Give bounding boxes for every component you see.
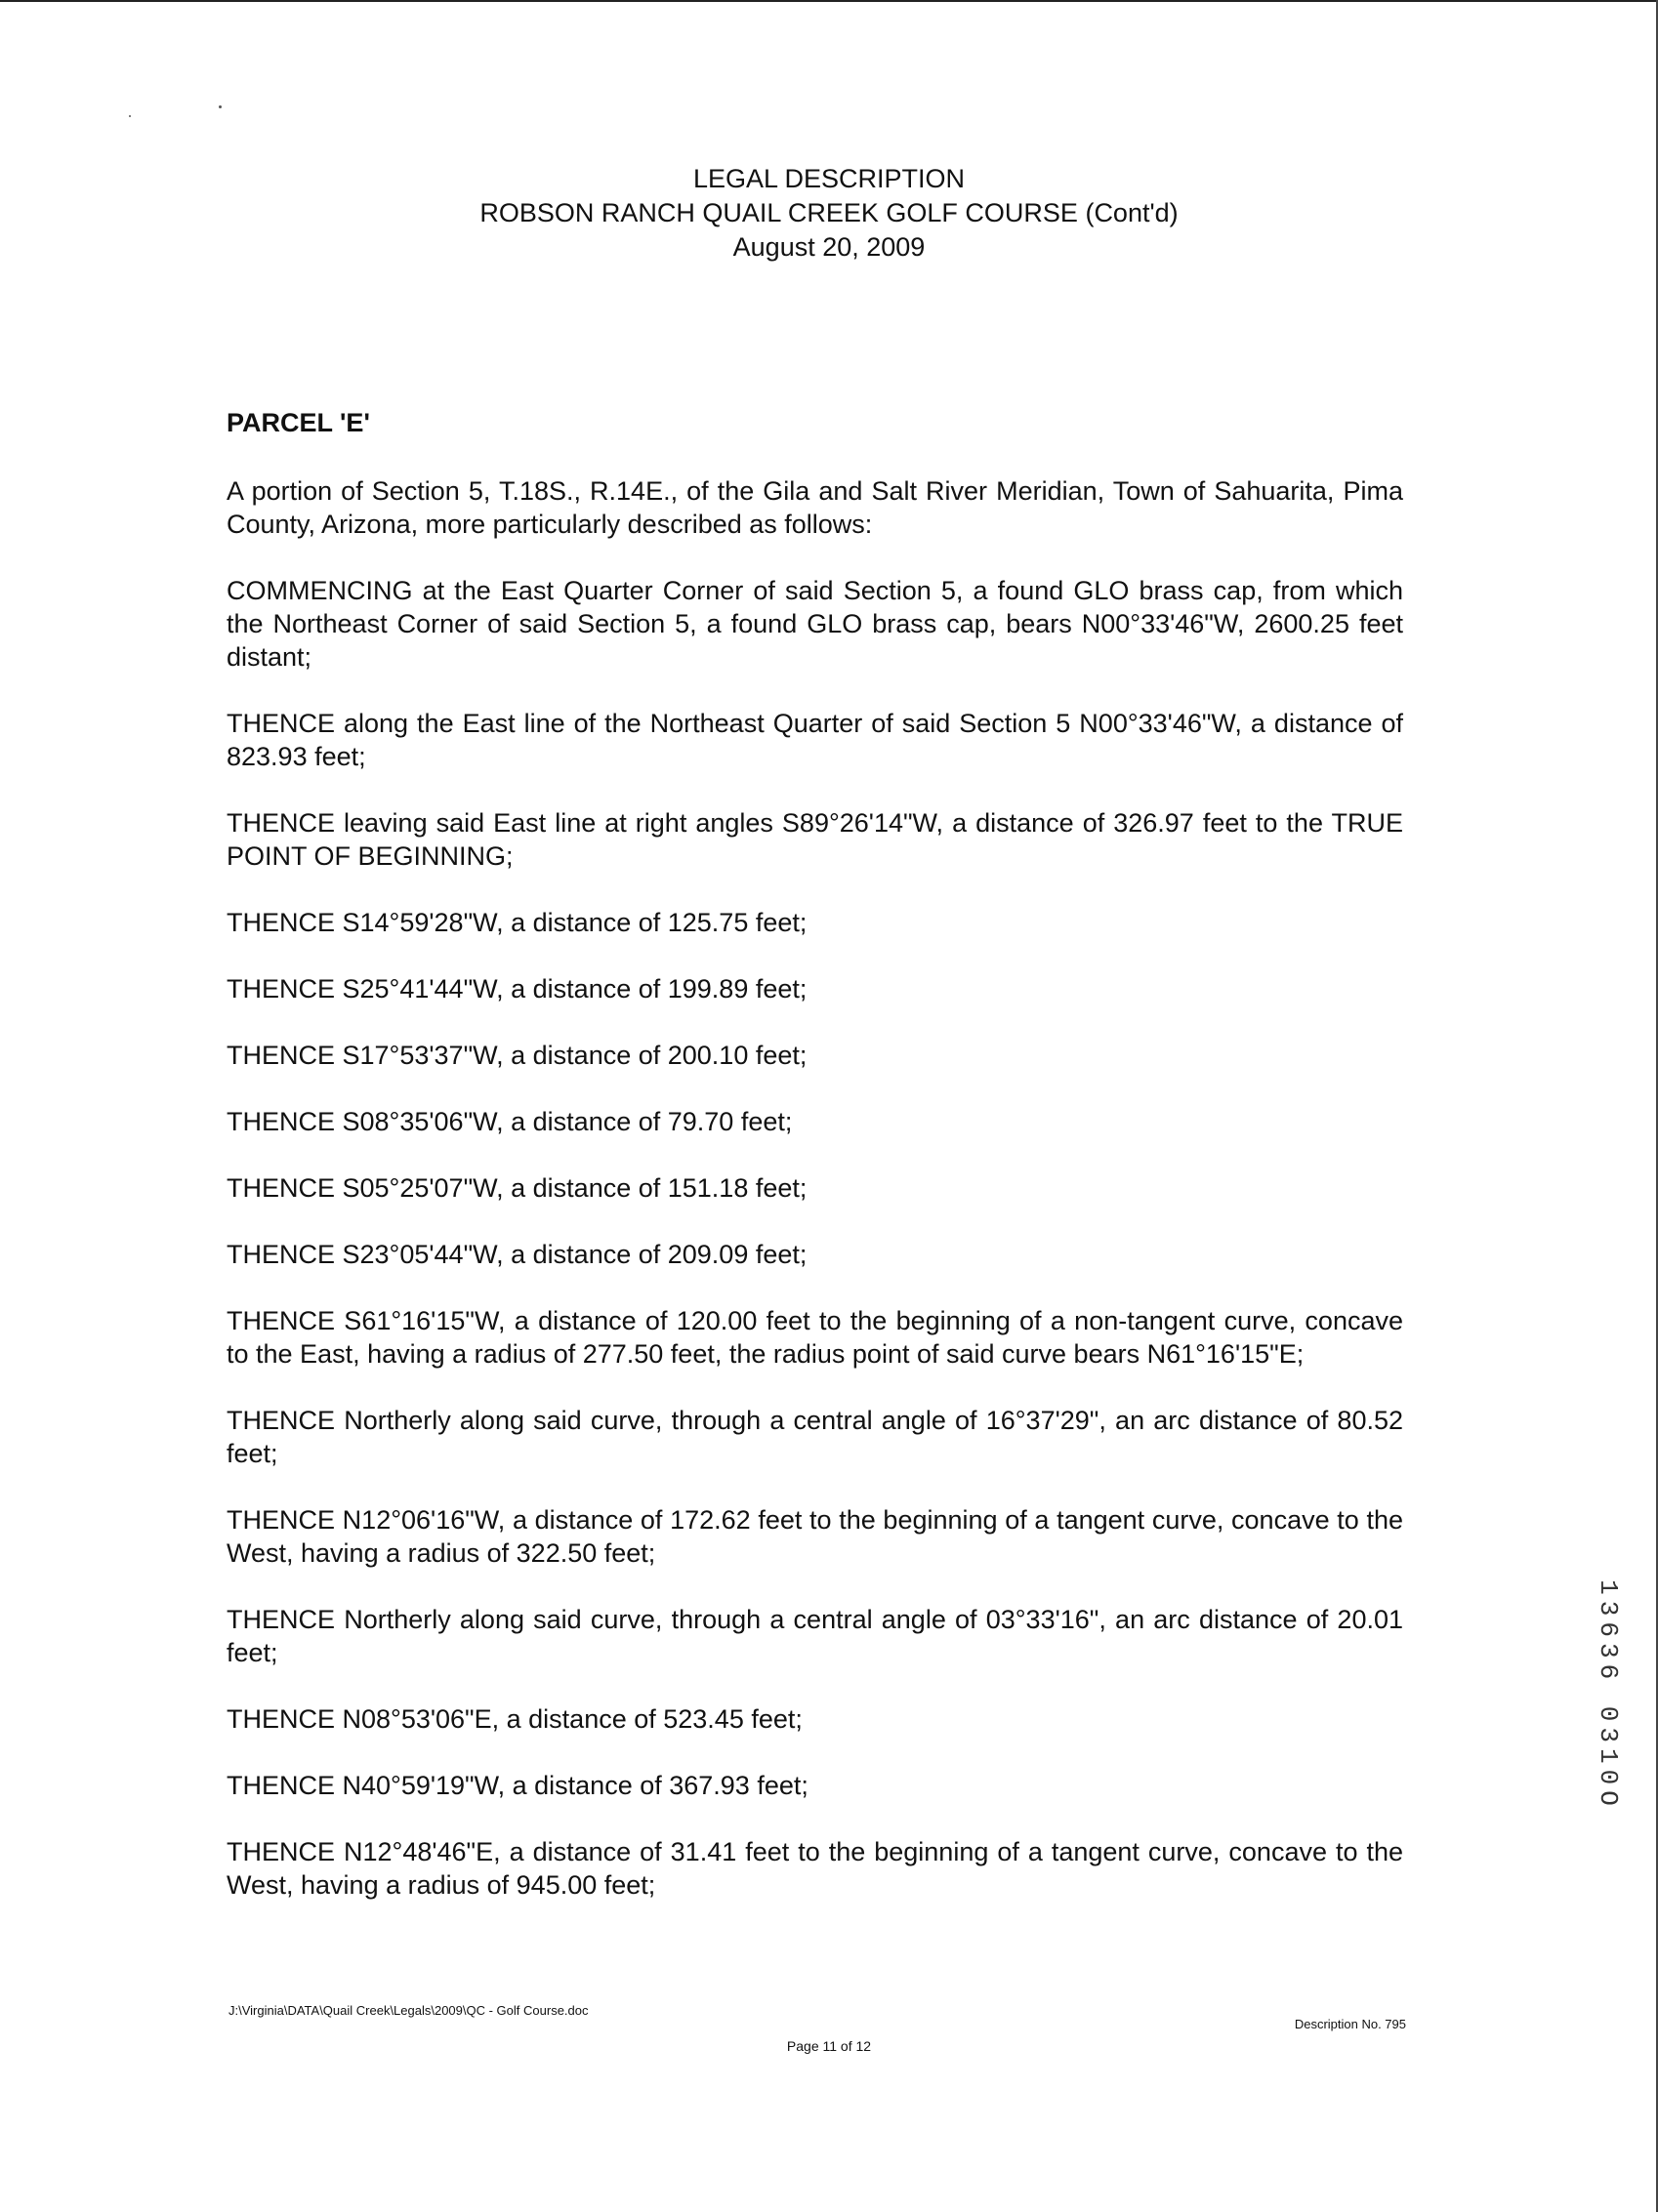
- paragraph: THENCE S25°41'44"W, a distance of 199.89 feet;: [227, 974, 808, 1004]
- parcel-title: PARCEL 'E': [227, 408, 370, 437]
- header-subtitle: ROBSON RANCH QUAIL CREEK GOLF COURSE (Cont'd): [479, 198, 1179, 227]
- paragraph: THENCE S61°16'15"W, a distance of 120.00 feet to the beginning of a non-tangent curve, concave to the East, having a radius of 277.50 feet, the radius point of said curve bears N61°16'15"E;: [227, 1306, 1403, 1369]
- legal-description-body: [227, 474, 1403, 1935]
- footer-description-number: Description No. 795: [1294, 2017, 1406, 2031]
- paragraph: THENCE S17°53'37"W, a distance of 200.10 feet;: [227, 1041, 808, 1070]
- recording-stamp: [1592, 1564, 1625, 1827]
- recording-stamp-text: 13636 0310O: [1594, 1579, 1624, 1812]
- footer-page-number: Page 11 of 12: [786, 2038, 872, 2054]
- page-edge-top: [0, 0, 1658, 2]
- paragraph: THENCE along the East line of the Northeast Quarter of said Section 5 N00°33'46"W, a distance of 823.93 feet;: [227, 709, 1403, 771]
- paragraph: THENCE S23°05'44"W, a distance of 209.09 feet;: [227, 1240, 808, 1269]
- paragraph: THENCE S05°25'07"W, a distance of 151.18 feet;: [227, 1173, 808, 1203]
- document-header: [0, 162, 1658, 265]
- paragraph: THENCE N08°53'06"E, a distance of 523.45 feet;: [227, 1704, 803, 1734]
- paragraph: A portion of Section 5, T.18S., R.14E., of the Gila and Salt River Meridian, Town of Sahuarita, Pima County, Arizona, more particularly described as follows:: [227, 476, 1403, 539]
- scan-speck: [219, 105, 222, 108]
- paragraph: THENCE Northerly along said curve, through a central angle of 16°37'29", an arc distance of 80.52 feet;: [227, 1406, 1403, 1468]
- footer-file-path: J:\Virginia\DATA\Quail Creek\Legals\2009\QC - Golf Course.doc: [228, 2003, 589, 2018]
- header-date: August 20, 2009: [732, 232, 926, 262]
- paragraph: THENCE S14°59'28"W, a distance of 125.75 feet;: [227, 908, 808, 937]
- scan-speck: [129, 115, 131, 117]
- paragraph: THENCE N40°59'19"W, a distance of 367.93 feet;: [227, 1771, 808, 1800]
- paragraph: COMMENCING at the East Quarter Corner of said Section 5, a found GLO brass cap, from which the Northeast Corner of said Section 5, a found GLO brass cap, bears N00°33'46"W, 2600.25 feet distant;: [227, 576, 1403, 672]
- paragraph: THENCE N12°48'46"E, a distance of 31.41 feet to the beginning of a tangent curve, concave to the West, having a radius of 945.00 feet;: [227, 1837, 1403, 1900]
- paragraph: THENCE Northerly along said curve, through a central angle of 03°33'16", an arc distance of 20.01 feet;: [227, 1605, 1403, 1667]
- paragraph: THENCE leaving said East line at right angles S89°26'14"W, a distance of 326.97 feet to the TRUE POINT OF BEGINNING;: [227, 808, 1403, 871]
- header-title: LEGAL DESCRIPTION: [692, 164, 966, 193]
- paragraph: THENCE S08°35'06"W, a distance of 79.70 feet;: [227, 1107, 793, 1136]
- paragraph: THENCE N12°06'16"W, a distance of 172.62 feet to the beginning of a tangent curve, concave to the West, having a radius of 322.50 feet;: [227, 1505, 1403, 1568]
